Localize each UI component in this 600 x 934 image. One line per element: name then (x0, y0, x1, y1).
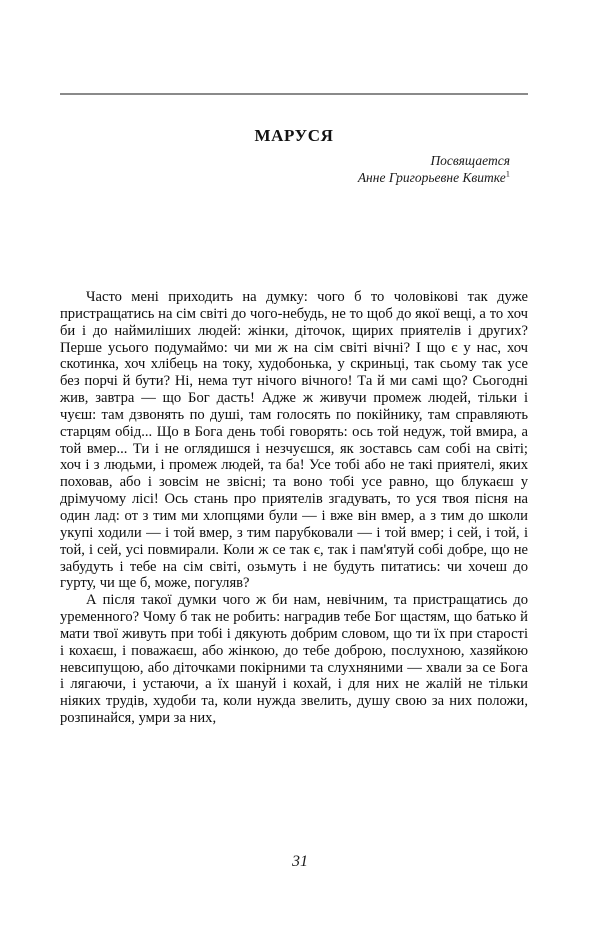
body-text (60, 289, 528, 727)
dedication-block (60, 152, 510, 186)
page-number: 31 (292, 853, 308, 870)
dedication-line-2 (60, 169, 510, 186)
header-rule (60, 93, 528, 95)
dedication-line-2-text: Анне Григорьевне Квитке (357, 170, 506, 185)
dedication-line-1: Посвящается (430, 153, 510, 168)
paragraph: Часто мені приходить на думку: чого б то чоловікові так дуже пристращатись на сім світі до чого-небудь, не то щоб до якої вещі, а то хоч би і до наймиліших людей: жінки, діточок, щирих приятелів і других? Перше усього подумаймо: чи ми ж на сім світі вічні? І що є у нас, хоч скотинка, хоч хлібець на току, худобонька, у скриньці, так сьому так усе без порчі й бути? Ні, нема тут нічого вічного! Та й ми самі що? Сьогодні жив, завтра — що Бог дасть! Адже ж живучи промеж людей, тільки і чуєш: там дзвонять по душі, там голосять по покійнику, там справляють старцям обід... Що в Бога день тобі говорять: ось той недуж, той вмира, а той вмер... Ти і не оглядишся і незчуєшся, як зоставсь сам собі на світі; хоч і з людьми, і промеж людей, та ба! Усе тобі або не такі приятелі, яких поховав, або і зовсім не звісні; та воно тобі усе равно, що блукаєш у дрімучому лісі! Ось стань про приятелів згадувать, то уся твоя пісня на один лад: от з тим ми хлопцями були — і вже він вмер, а з тим до школи укупі ходили — і той вмер, з тим парубковали — і той вмер; і сей, і той, і той, і сей, усі повмирали. Коли ж се так є, так і пам'ятуй собі добре, що не забудуть і тебе на сім світі, озьмуть і не будуть питатись: чи хочеш до гурту, чи ще б, може, погуляв? (60, 289, 528, 592)
paragraph: А після такої думки чого ж би нам, невічним, та пристращатись до уременного? Чому б так не робить: наградив тебе Бог щастям, що батько й мати твої живуть при тобі і дякують добрим словом, що ти їх при старості і кохаєш, і поважаєш, або жінкою, до тебе доброю, послухною, хазяйкою невсипущою, або діточками покірними та слухняними — хвали за се Бога і лягаючи, і устаючи, а їх шануй і кохай, і для них не жалій не тільки ніяких трудів, худоби та, коли нужда звелить, душу свою за них положи, розпинайся, умри за них, (60, 592, 528, 727)
footnote-marker[interactable]: 1 (505, 168, 510, 179)
page-title: МАРУСЯ (254, 126, 334, 145)
